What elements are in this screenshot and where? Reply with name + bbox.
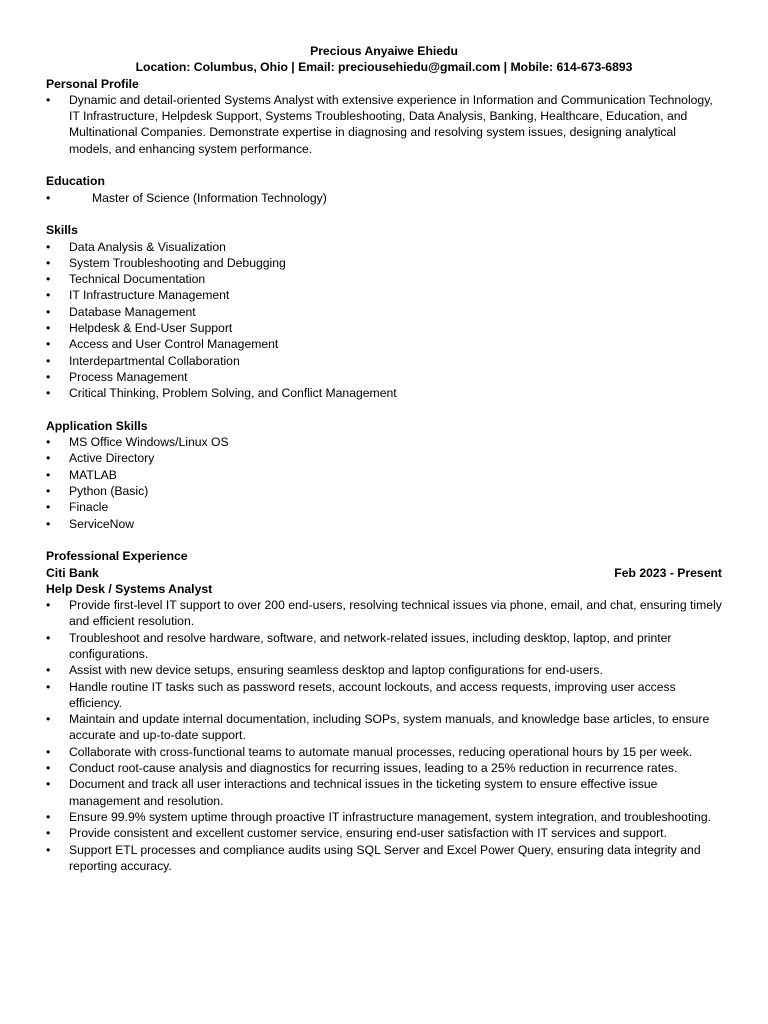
job-title: Help Desk / Systems Analyst (46, 581, 213, 596)
education-list (46, 190, 722, 206)
list-item: • Handle routine IT tasks such as password resets, account lockouts, and access requests, improving user access efficiency. (46, 679, 722, 712)
list-item: • Interdepartmental Collaboration (46, 353, 722, 369)
list-item: • Active Directory (46, 450, 722, 466)
list-item: • Assist with new device setups, ensuring seamless desktop and laptop configurations for end-users. (46, 662, 722, 678)
employer-row (46, 565, 722, 581)
experience-list (46, 597, 722, 874)
list-item: • Provide consistent and excellent customer service, ensuring end-user satisfaction with IT services and support. (46, 825, 722, 841)
profile-list (46, 92, 722, 157)
list-item: • IT Infrastructure Management (46, 287, 722, 303)
application-skills-list (46, 434, 722, 532)
contact-line: Location: Columbus, Ohio | Email: preciousehiedu@gmail.com | Mobile: 614-673-6893 (135, 60, 633, 75)
list-item: • Dynamic and detail-oriented Systems Analyst with extensive experience in Information and Communication Technology, IT Infrastructure, Helpdesk Support, Systems Troubleshooting, Data Analysis, Banking, Healthcare, Education, and Multinational Companies. Demonstrate expertise in diagnosing and resolving system issues, designing analytical models, and enhancing system performance. (46, 92, 722, 157)
list-item: • Process Management (46, 369, 722, 385)
skills-list (46, 239, 722, 402)
list-item: • Provide first-level IT support to over 200 end-users, resolving technical issues via phone, email, and chat, ensuring timely and efficient resolution. (46, 597, 722, 630)
experience-heading: Professional Experience (46, 549, 188, 564)
list-item: • Conduct root-cause analysis and diagnostics for recurring issues, leading to a 25% reduction in recurrence rates. (46, 760, 722, 776)
company-name: Citi Bank (46, 565, 99, 580)
candidate-name: Precious Anyaiwe Ehiedu (310, 44, 458, 58)
list-item: • Collaborate with cross-functional teams to automate manual processes, reducing operational hours by 15 per week. (46, 744, 722, 760)
list-item: • MS Office Windows/Linux OS (46, 434, 722, 450)
list-item: • Database Management (46, 304, 722, 320)
resume-content (46, 43, 722, 874)
list-item: • Document and track all user interactions and technical issues in the ticketing system to ensure effective issue management and resolution. (46, 776, 722, 809)
skills-heading: Skills (46, 223, 78, 238)
profile-heading: Personal Profile (46, 76, 139, 91)
list-item: • Support ETL processes and compliance audits using SQL Server and Excel Power Query, ensuring data integrity and reporting accuracy. (46, 842, 722, 875)
list-item: • MATLAB (46, 467, 722, 483)
list-item: • Ensure 99.9% system uptime through proactive IT infrastructure management, system integration, and troubleshooting. (46, 809, 722, 825)
application-skills-heading: Application Skills (46, 418, 148, 433)
list-item: • Python (Basic) (46, 483, 722, 499)
list-item: • ServiceNow (46, 516, 722, 532)
list-item: • Finacle (46, 499, 722, 515)
employment-dates: Feb 2023 - Present (614, 565, 722, 580)
list-item: • Technical Documentation (46, 271, 722, 287)
list-item: • Helpdesk & End-User Support (46, 320, 722, 336)
list-item: • Maintain and update internal documentation, including SOPs, system manuals, and knowledge base articles, to ensure accurate and up-to-date support. (46, 711, 722, 744)
list-item: • Critical Thinking, Problem Solving, and Conflict Management (46, 385, 722, 401)
list-item: • Access and User Control Management (46, 336, 722, 352)
education-heading: Education (46, 174, 105, 189)
list-item: • Data Analysis & Visualization (46, 239, 722, 255)
list-item: • Troubleshoot and resolve hardware, software, and network-related issues, including desktop, laptop, and printer configurations. (46, 630, 722, 663)
list-item: • Master of Science (Information Technology) (46, 190, 722, 206)
list-item: • System Troubleshooting and Debugging (46, 255, 722, 271)
